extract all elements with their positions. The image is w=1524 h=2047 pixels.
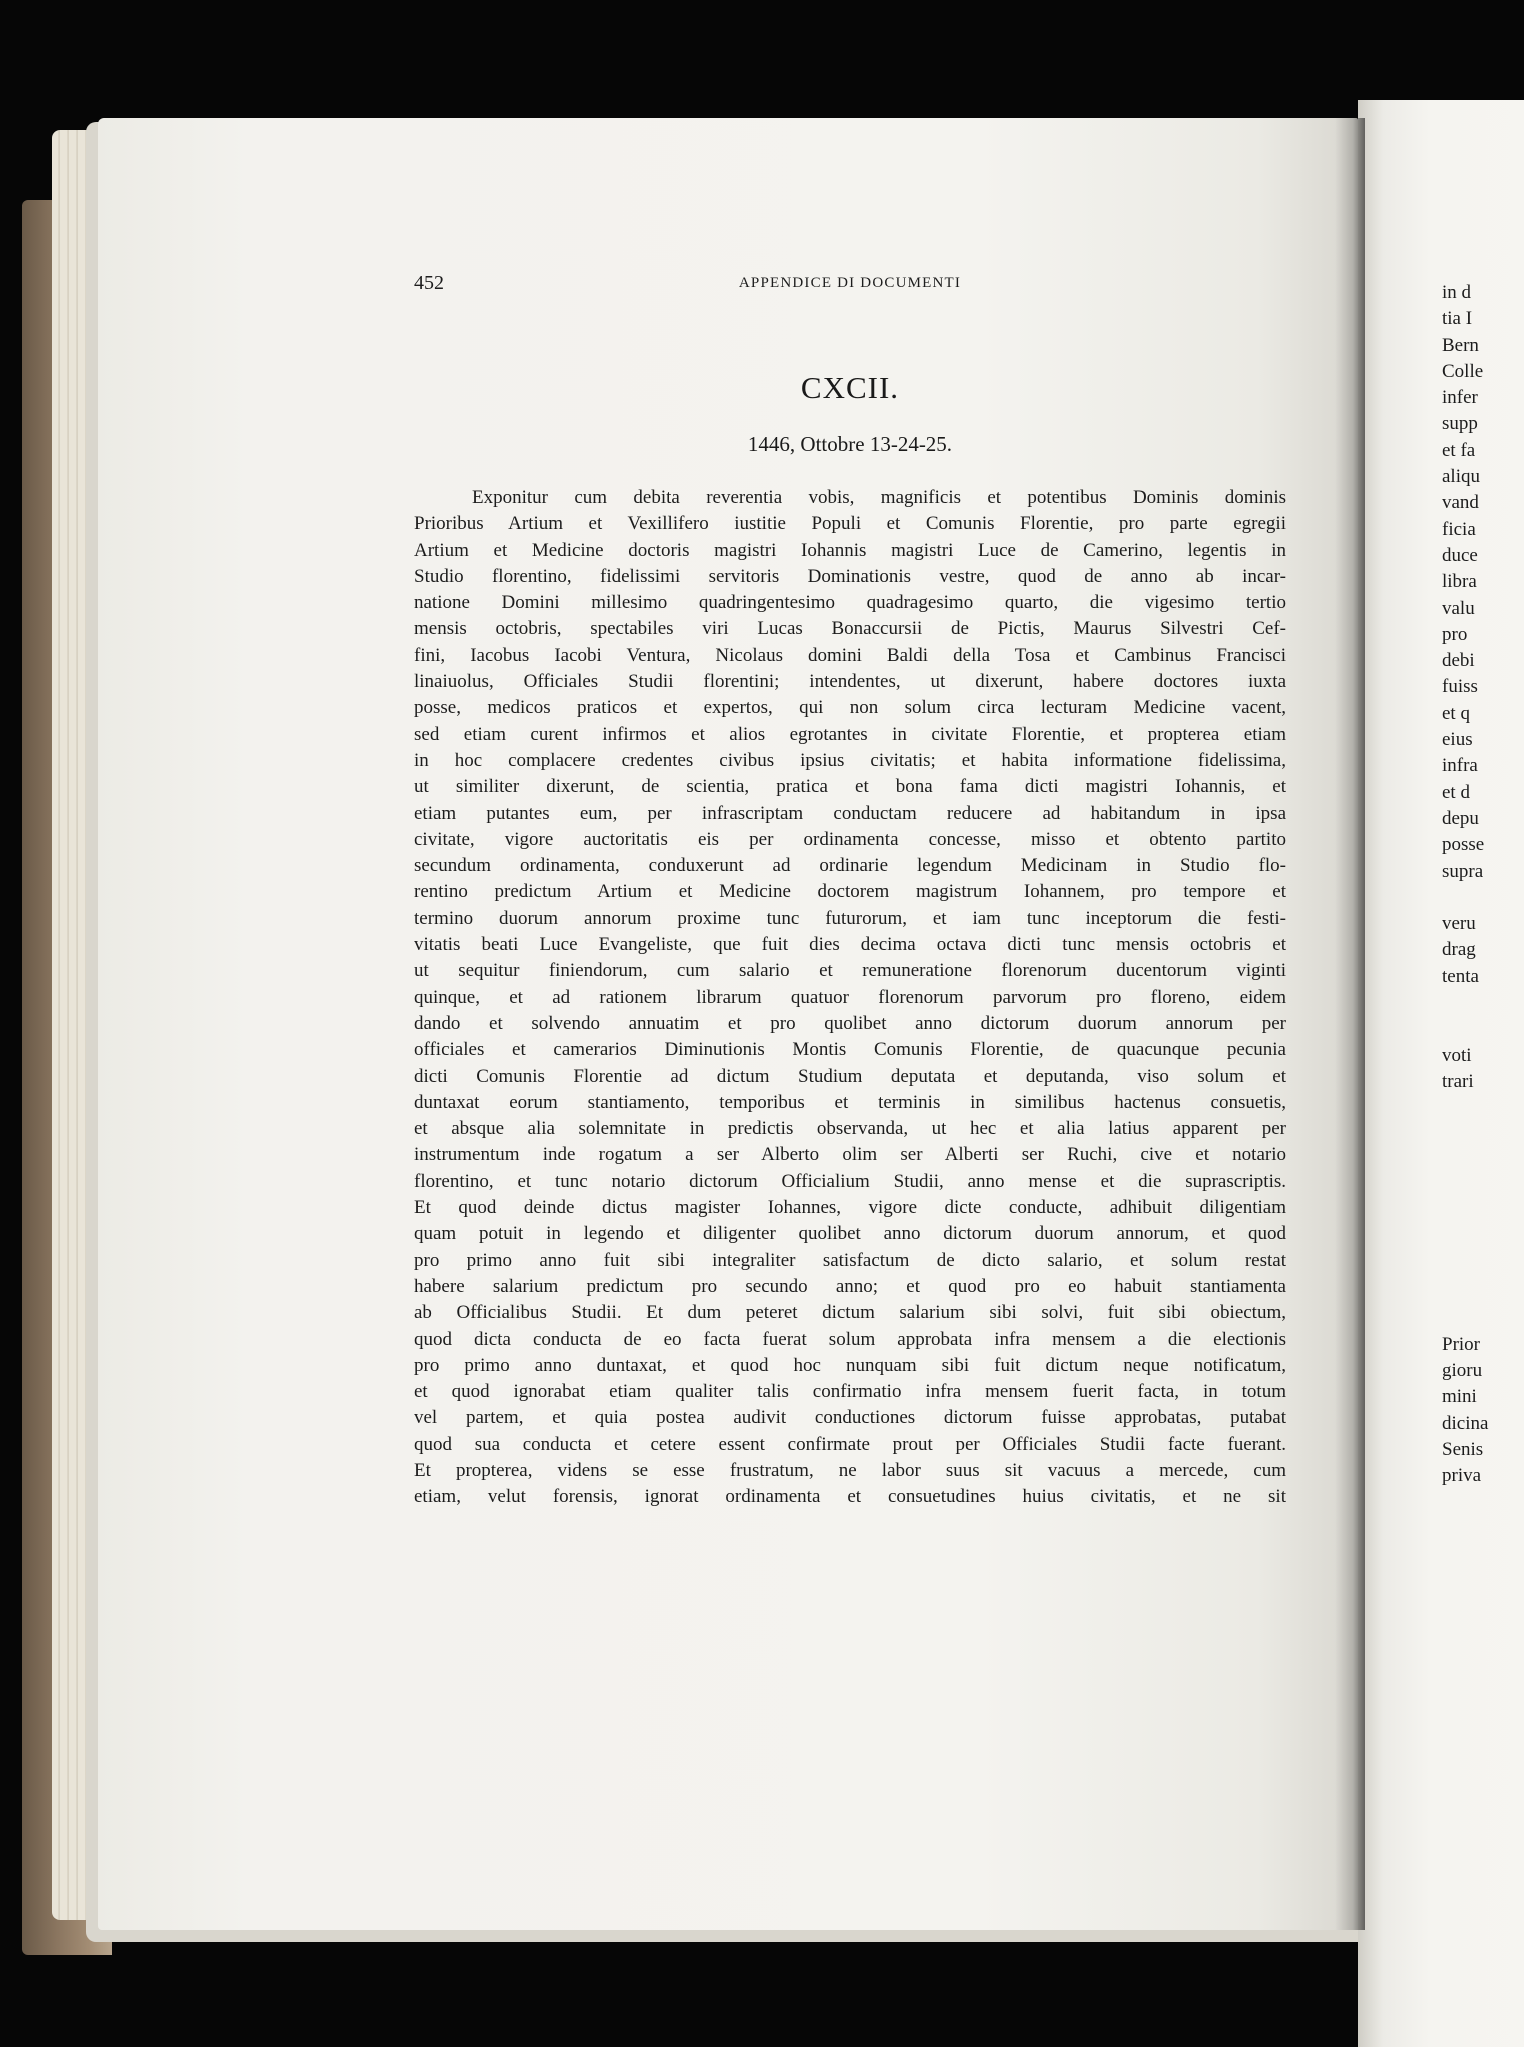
facing-text-line: duce: [1442, 544, 1478, 566]
facing-text-line: depu: [1442, 807, 1479, 829]
facing-text-line: mini: [1442, 1386, 1477, 1408]
facing-text-line: [1442, 1279, 1524, 1305]
text-line: secundum ordinamenta, conduxerunt ad ordinarie legendum Medicinam in Studio flo-: [414, 855, 1286, 877]
text-line: ut sequitur finiendorum, cum salario et remuneratione florenorum ducentorum viginti: [414, 960, 1286, 982]
facing-text-line: [1442, 885, 1524, 911]
text-line: sed etiam curent infirmos et alios egrotantes in civitate Florentie, et propterea etiam: [414, 723, 1286, 745]
text-line: Exponitur cum debita reverentia vobis, magnificis et potentibus Dominis dominis: [472, 487, 1286, 508]
facing-text-line: [1442, 1174, 1524, 1200]
text-line: habere salarium predictum pro secundo anno; et quod pro eo habuit stantiamenta: [414, 1275, 1286, 1297]
facing-text-line: veru: [1442, 913, 1476, 935]
facing-text-line: [1442, 1227, 1524, 1253]
facing-text-line: debi: [1442, 650, 1475, 672]
text-line: etiam putantes eum, per infrascriptam conductam reducere ad habitandum in ipsa: [414, 802, 1286, 824]
text-line: linaiuolus, Officiales Studii florentini; intendentes, ut dixerunt, habere doctores iuxta: [414, 671, 1286, 693]
facing-text-line: Senis: [1442, 1439, 1484, 1461]
text-line: Studio florentino, fidelissimi servitoris Dominationis vestre, quod de anno ab incar-: [414, 565, 1286, 587]
facing-text-line: [1442, 1306, 1524, 1332]
facing-text-line: [1442, 1148, 1524, 1174]
facing-text-line: supp: [1442, 413, 1478, 435]
facing-text-line: dicina: [1442, 1412, 1489, 1434]
facing-text-line: Bern: [1442, 334, 1479, 356]
facing-text-line: infer: [1442, 387, 1478, 409]
facing-text-line: [1442, 1122, 1524, 1148]
facing-text-line: fuiss: [1442, 676, 1478, 698]
text-line: et absque alia solemnitate in predictis observanda, ut hec et alia latius apparent per: [414, 1118, 1286, 1140]
text-line: fini, Iacobus Iacobi Ventura, Nicolaus domini Baldi della Tosa et Cambinus Francisci: [414, 644, 1286, 666]
text-line: quod dicta conducta de eo facta fuerat solum approbata infra mensem a die electionis: [414, 1328, 1286, 1350]
facing-text-line: [1442, 1016, 1524, 1042]
text-line: mensis octobris, spectabiles viri Lucas Bonaccursii de Pictis, Maurus Silvestri Cef-: [414, 618, 1286, 640]
facing-text-line: [1442, 1253, 1524, 1279]
running-head: [414, 272, 1286, 302]
text-line: Prioribus Artium et Vexillifero iustitie Populi et Comunis Florentie, pro parte egregii: [414, 513, 1286, 535]
text-line: pro primo anno duntaxat, et quod hoc nunquam sibi fuit dictum neque notificatum,: [414, 1354, 1286, 1376]
facing-text-line: tia I: [1442, 308, 1473, 330]
facing-text-line: et q: [1442, 702, 1470, 724]
facing-text-line: gioru: [1442, 1360, 1483, 1382]
text-line: vitatis beati Luce Evangeliste, que fuit dies decima octava dicti tunc mensis octobris et: [414, 934, 1286, 956]
text-line: in hoc complacere credentes civibus ipsius civitatis; et habita informatione fidelissima,: [414, 749, 1286, 771]
document-date: 1446, Ottobre 13-24-25.: [747, 432, 953, 456]
text-line: vel partem, et quia postea audivit conductiones dictorum fuisse approbatas, putabat: [414, 1407, 1286, 1429]
facing-text-line: aliqu: [1442, 466, 1480, 488]
text-line: rentino predictum Artium et Medicine doctorem magistrum Iohannem, pro tempore et: [414, 881, 1286, 903]
document-number: CXCII.: [800, 370, 900, 405]
facing-text-line: [1442, 990, 1524, 1016]
text-line: quod sua conducta et cetere essent confirmate prout per Officiales Studii facte fuerant.: [414, 1433, 1286, 1455]
facing-page-text: [1442, 280, 1524, 1490]
facing-text-line: [1442, 1095, 1524, 1121]
text-line: ab Officialibus Studii. Et dum peteret dictum salarium sibi solvi, fuit sibi obiectum,: [414, 1302, 1286, 1324]
text-line: quinque, et ad rationem librarum quatuor florenorum parvorum pro floreno, eidem: [414, 986, 1286, 1008]
text-line: pro primo anno fuit sibi integraliter satisfactum de dicto salario, et solum restat: [414, 1249, 1286, 1271]
text-line: duntaxat eorum stantiamento, temporibus et terminis in similibus hactenus consuetis,: [414, 1091, 1286, 1113]
running-title: APPENDICE DI DOCUMENTI: [738, 275, 962, 291]
text-line: Et propterea, videns se esse frustratum, ne labor suus sit vacuus a mercede, cum: [414, 1459, 1286, 1481]
text-line: florentino, et tunc notario dictorum Officialium Studii, anno mense et die suprascriptis.: [414, 1170, 1286, 1192]
text-line: dicti Comunis Florentie ad dictum Studium deputata et deputanda, viso solum et: [414, 1065, 1286, 1087]
page-number: 452: [414, 272, 444, 294]
document-body: [414, 485, 1286, 1511]
facing-text-line: ficia: [1442, 518, 1476, 540]
facing-text-line: Prior: [1442, 1333, 1480, 1355]
facing-text-line: vand: [1442, 492, 1479, 514]
facing-text-line: [1442, 1200, 1524, 1226]
facing-text-line: voti: [1442, 1044, 1472, 1066]
text-line: natione Domini millesimo quadringentesimo quadragesimo quarto, die vigesimo tertio: [414, 592, 1286, 614]
facing-text-line: posse: [1442, 834, 1485, 856]
facing-text-line: drag: [1442, 939, 1476, 961]
facing-text-line: et fa: [1442, 439, 1476, 461]
facing-text-line: eius: [1442, 729, 1473, 751]
facing-text-line: in d: [1442, 282, 1472, 303]
text-line: officiales et camerarios Diminutionis Montis Comunis Florentie, de quacunque pecunia: [414, 1039, 1286, 1061]
text-line: termino duorum annorum proxime tunc futurorum, et iam tunc inceptorum die festi-: [414, 907, 1286, 929]
text-line: Artium et Medicine doctoris magistri Iohannis magistri Luce de Camerino, legentis in: [414, 539, 1286, 561]
facing-text-line: supra: [1442, 860, 1484, 882]
text-line: quam potuit in legendo et diligenter quolibet anno dictorum duorum annorum, et quod: [414, 1223, 1286, 1245]
facing-text-line: valu: [1442, 597, 1475, 619]
text-line: posse, medicos praticos et expertos, qui non solum circa lecturam Medicine vacent,: [414, 697, 1286, 719]
facing-text-line: et d: [1442, 781, 1470, 803]
text-line: ut similiter dixerunt, de scientia, pratica et bona fama dicti magistri Iohannis, et: [414, 776, 1286, 798]
facing-text-line: priva: [1442, 1465, 1482, 1487]
text-line: etiam, velut forensis, ignorat ordinamenta et consuetudines huius civitatis, et ne sit: [414, 1486, 1286, 1508]
facing-text-line: tenta: [1442, 965, 1479, 987]
text-line: instrumentum inde rogatum a ser Alberto olim ser Alberti ser Ruchi, cive et notario: [414, 1144, 1286, 1166]
facing-text-line: trari: [1442, 1070, 1474, 1092]
text-line: et quod ignorabat etiam qualiter talis confirmatio infra mensem fuerit facta, in totum: [414, 1381, 1286, 1403]
facing-text-line: Colle: [1442, 360, 1484, 382]
text-line: civitate, vigore auctoritatis eis per ordinamenta concesse, misso et obtento partito: [414, 828, 1286, 850]
text-line: dando et solvendo annuatim et pro quolibet anno dictorum duorum annorum per: [414, 1012, 1286, 1034]
facing-text-line: infra: [1442, 755, 1478, 777]
facing-text-line: libra: [1442, 571, 1477, 593]
text-line: Et quod deinde dictus magister Iohannes, vigore dicte conducte, adhibuit diligentiam: [414, 1197, 1286, 1219]
book-gutter: [1335, 118, 1365, 1930]
facing-text-line: pro: [1442, 623, 1468, 645]
